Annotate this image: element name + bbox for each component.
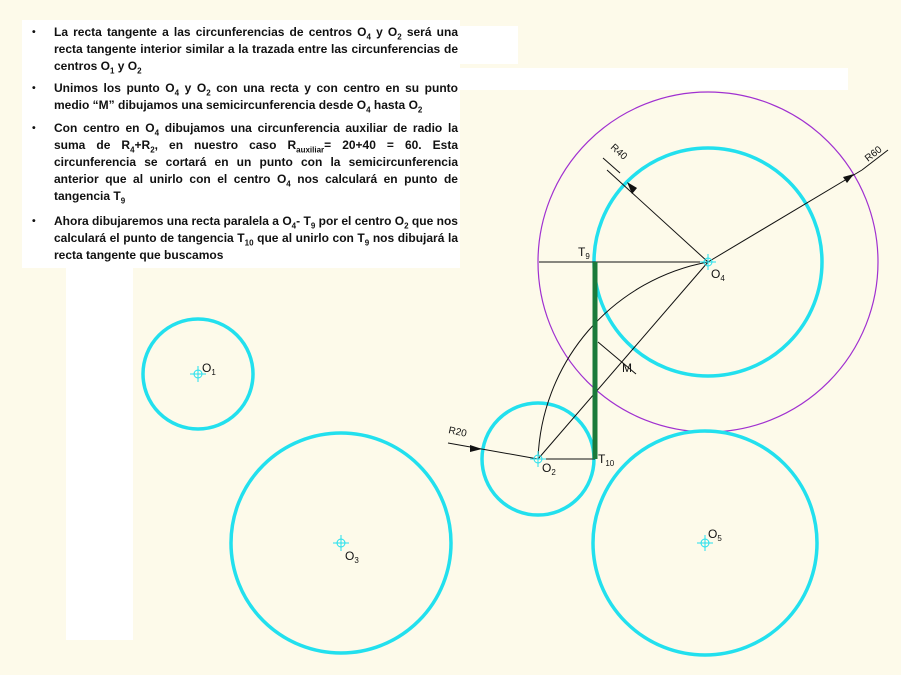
label-o2: $O_2$ bbox=[542, 461, 556, 477]
step-1-text: La recta tangente a las circunferencias de centros $O_4$ y $O_2$ será una recta tangente interior similar a la trazada entre las circunferencias de centros $O_1$ y $O_2$ bbox=[54, 25, 458, 76]
step-2-text: Unimos los punto $O_4$ y $O_2$ con una recta y con centro en su punto medio “M” dibujamos una semicircunferencia desde $O_4$ hasta $O_2$ bbox=[54, 81, 458, 115]
step-3-text: Con centro en $O_4$ dibujamos una circunferencia auxiliar de radio la suma de $R_4+R_2$, en nuestro caso $R_{auxiliar}= 20+40 = 60$. Esta circunferencia se cortará en un punto con la semicircunferencia anterior que al unirlo con el centro $O_4$ nos calculará en punto de tangencia $T_9$ bbox=[54, 121, 459, 206]
dimension-r20-line bbox=[448, 443, 538, 459]
label-o4: $O_4$ bbox=[711, 267, 725, 283]
label-o1: $O_1$ bbox=[202, 361, 216, 377]
bullet-marker: • bbox=[32, 215, 36, 227]
bullet-marker: • bbox=[32, 26, 36, 38]
dimension-r40-arrow bbox=[627, 182, 637, 194]
dimension-r60-arrow bbox=[843, 174, 854, 183]
dimension-r40-line bbox=[607, 170, 708, 262]
dimension-r60-label: R60 bbox=[863, 144, 885, 165]
dimension-r40-shelf bbox=[603, 158, 620, 173]
label-m: M bbox=[622, 361, 632, 375]
label-o5: $O_5$ bbox=[708, 527, 722, 543]
dimension-r60-line bbox=[708, 170, 862, 262]
dimension-r20-arrow bbox=[470, 445, 482, 452]
dimension-r20-label: R20 bbox=[447, 425, 468, 440]
bullet-marker: • bbox=[32, 122, 36, 134]
bullet-marker: • bbox=[32, 82, 36, 94]
step-4-text: Ahora dibujaremos una recta paralela a $O_4-$ $T_9$ por el centro $O_2$ que nos calculará el punto de tangencia $T_{10}$ que al unirlo con $T_9$ nos dibujará la recta tangente que buscamos bbox=[54, 214, 458, 262]
label-t9: $T_9$ bbox=[578, 245, 590, 261]
dimension-r40-label: R40 bbox=[607, 142, 629, 163]
label-t10: $T_{10}$ bbox=[598, 452, 615, 468]
label-o3: $O_3$ bbox=[345, 549, 359, 565]
